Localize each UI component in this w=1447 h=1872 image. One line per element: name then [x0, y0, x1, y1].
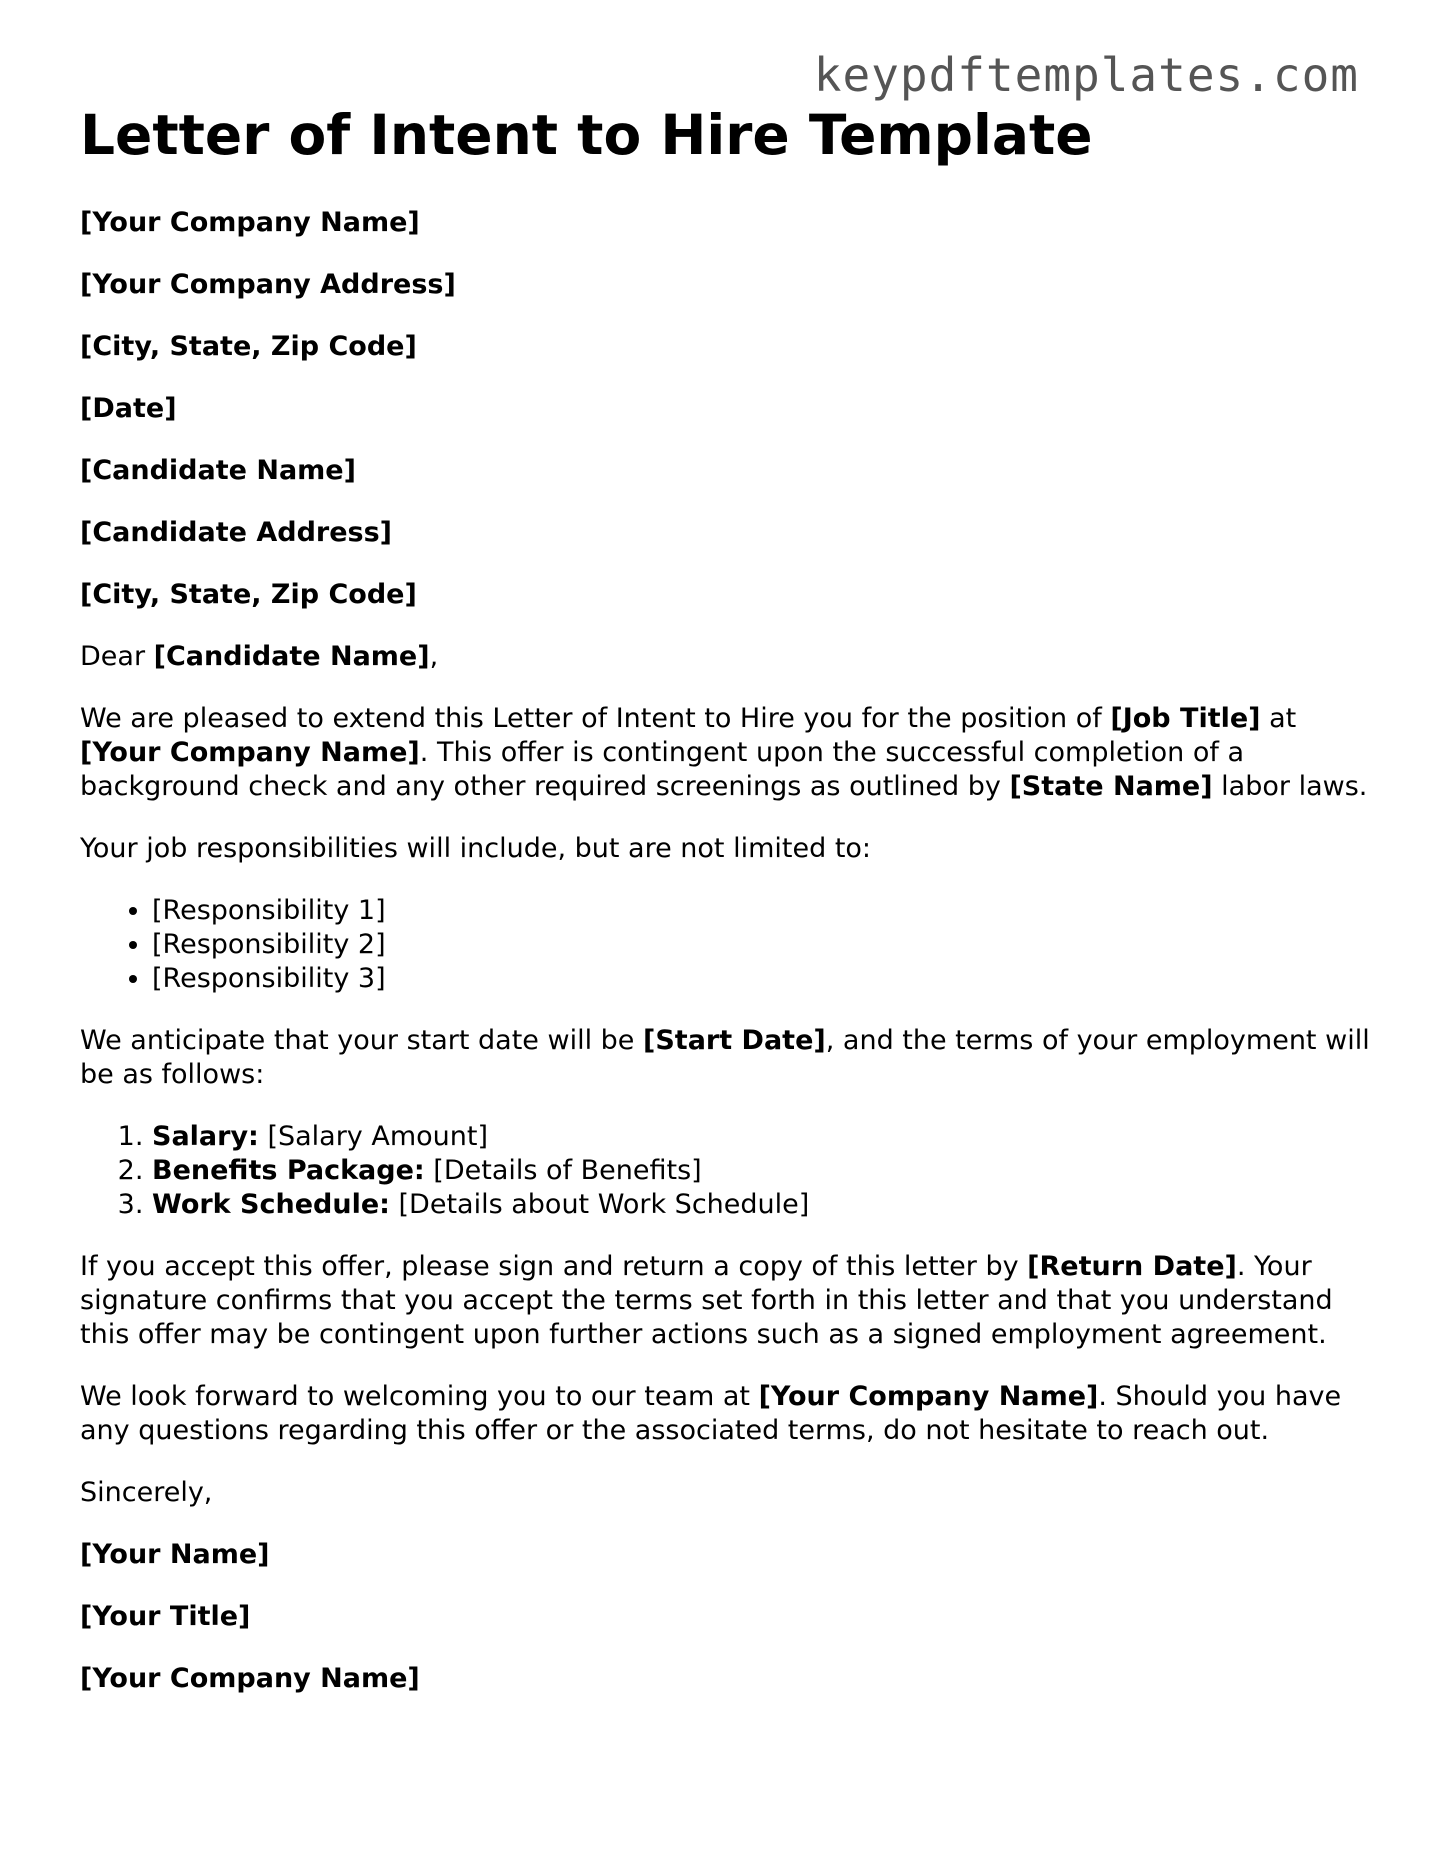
start-date-placeholder: [Start Date]	[643, 1025, 826, 1056]
term-label: Salary:	[152, 1121, 259, 1152]
list-item	[152, 1120, 1370, 1154]
candidate-address: [Candidate Address]	[80, 517, 393, 548]
company-name-placeholder: [Your Company Name]	[80, 737, 420, 768]
welcome-text-2: . Should you have any questions regarding this offer or the associated terms, do not hesitate to reach out.	[80, 1381, 1342, 1446]
offer-paragraph	[80, 702, 1370, 804]
responsibilities-intro: Your job responsibilities will include, but are not limited to:	[80, 833, 872, 864]
candidate-name: [Candidate Name]	[80, 455, 356, 486]
list-item: • [Responsibility 3]	[152, 962, 1370, 996]
greeting-name: [Candidate Name]	[153, 641, 430, 672]
state-name-placeholder: [State Name]	[1009, 771, 1213, 802]
closing: Sincerely,	[80, 1477, 213, 1508]
signer-company: [Your Company Name]	[80, 1663, 420, 1694]
sender-city-state-zip: [City, State, Zip Code]	[80, 331, 417, 362]
signature-block	[80, 1538, 1370, 1696]
sender-company-address: [Your Company Address]	[80, 269, 456, 300]
term-value: [Details of Benefits]	[424, 1155, 702, 1186]
return-date-placeholder: [Return Date]	[1027, 1251, 1237, 1282]
acceptance-text-2: . Your signature confirms that you accept the terms set forth in this letter and that you understand this offer may be contingent upon further actions such as a signed employment agreement.	[80, 1251, 1333, 1350]
term-value: [Details about Work Schedule]	[389, 1189, 810, 1220]
sender-company-name: [Your Company Name]	[80, 207, 420, 238]
greeting-suffix: ,	[429, 641, 439, 672]
job-title-placeholder: [Job Title]	[1110, 703, 1261, 734]
start-text-1: We anticipate that your start date will be	[80, 1025, 644, 1056]
letter-date: [Date]	[80, 393, 177, 424]
welcome-text-1: We look forward to welcoming you to our team at	[80, 1381, 759, 1412]
term-label: Work Schedule:	[152, 1189, 390, 1220]
list-item: • [Responsibility 2]	[152, 928, 1370, 962]
responsibilities-list	[80, 894, 1370, 996]
term-label: Benefits Package:	[152, 1155, 425, 1186]
list-item	[152, 1188, 1370, 1222]
term-value: [Salary Amount]	[258, 1121, 489, 1152]
start-text-2: , and the terms of your employment will be as follows:	[80, 1025, 1370, 1090]
signer-title: [Your Title]	[80, 1601, 251, 1632]
offer-text-1: We are pleased to extend this Letter of Intent to Hire you for the position of	[80, 703, 1111, 734]
document-title: Letter of Intent to Hire Template	[80, 103, 1093, 167]
candidate-city-state-zip: [City, State, Zip Code]	[80, 579, 417, 610]
signer-name: [Your Name]	[80, 1539, 270, 1570]
acceptance-text-1: If you accept this offer, please sign and return a copy of this letter by	[80, 1251, 1028, 1282]
greeting	[80, 640, 1370, 674]
header-block	[80, 206, 1370, 612]
greeting-prefix: Dear	[80, 641, 154, 672]
site-watermark: keypdftemplates.com	[813, 48, 1359, 102]
acceptance-paragraph	[80, 1250, 1370, 1352]
offer-text-3: . This offer is contingent upon the successful completion of a background check and any other required screenings as outlined by	[80, 737, 1245, 802]
list-item: • [Responsibility 1]	[152, 894, 1370, 928]
terms-list	[80, 1120, 1370, 1222]
letter-document	[80, 100, 1370, 1724]
offer-text-2: at	[1260, 703, 1297, 734]
company-name-placeholder: [Your Company Name]	[758, 1381, 1099, 1412]
welcome-paragraph	[80, 1380, 1370, 1448]
list-item	[152, 1154, 1370, 1188]
offer-text-4: labor laws.	[1212, 771, 1368, 802]
start-date-paragraph	[80, 1024, 1370, 1092]
